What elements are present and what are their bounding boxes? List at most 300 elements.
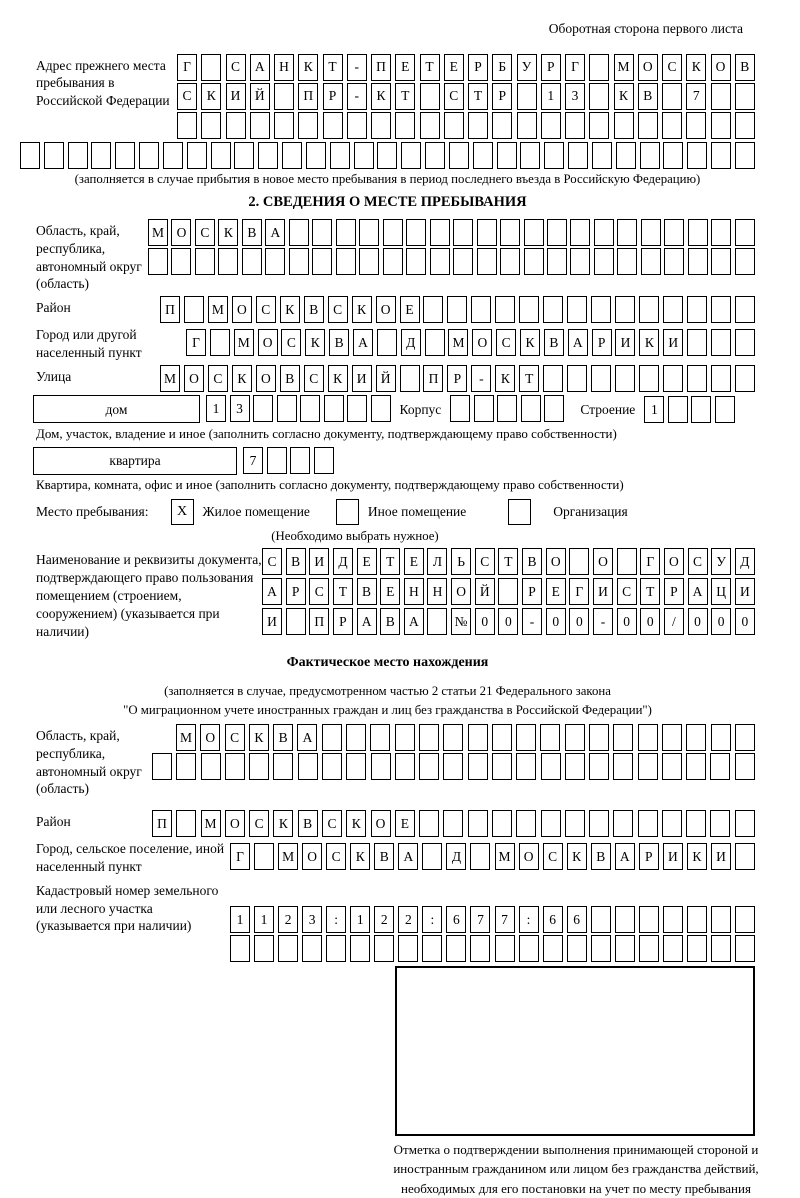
char-cell: И	[262, 608, 282, 635]
char-cell	[687, 142, 707, 169]
char-cell	[589, 112, 609, 139]
char-cell	[370, 724, 390, 751]
char-cell	[278, 935, 298, 962]
char-cell: Р	[323, 83, 343, 110]
char-cell	[687, 935, 707, 962]
char-cell	[330, 142, 350, 169]
prev-address-field	[20, 54, 755, 139]
prev-address-row-2	[177, 83, 755, 110]
char-cell	[201, 54, 221, 81]
char-cell: К	[686, 54, 706, 81]
char-cell	[568, 142, 588, 169]
char-cell	[638, 724, 658, 751]
char-cell	[735, 753, 755, 780]
char-cell	[543, 935, 563, 962]
char-cell	[686, 753, 706, 780]
char-cell: С	[304, 365, 324, 392]
char-cell: С	[226, 54, 246, 81]
char-cell: Б	[492, 54, 512, 81]
char-cell: С	[309, 578, 329, 605]
char-cell: М	[176, 724, 196, 751]
char-cell	[225, 753, 245, 780]
char-cell	[253, 395, 273, 422]
char-cell	[371, 395, 391, 422]
char-cell	[614, 112, 634, 139]
prev-address-row-3	[177, 112, 755, 139]
char-cell	[613, 753, 633, 780]
char-cell	[267, 447, 287, 474]
char-cell: 7	[495, 906, 515, 933]
char-cell: О	[376, 296, 396, 323]
char-cell	[639, 906, 659, 933]
char-cell: Д	[735, 548, 755, 575]
char-cell: 1	[541, 83, 561, 110]
char-cell	[591, 906, 611, 933]
char-cell: В	[638, 83, 658, 110]
char-cell: 7	[686, 83, 706, 110]
char-cell	[517, 83, 537, 110]
char-cell	[471, 296, 491, 323]
char-cell: М	[448, 329, 468, 356]
char-cell	[419, 724, 439, 751]
char-cell: 2	[398, 906, 418, 933]
char-cell	[470, 935, 490, 962]
char-cell	[543, 296, 563, 323]
char-cell: Г	[565, 54, 585, 81]
char-cell	[520, 142, 540, 169]
char-cell	[570, 248, 590, 275]
char-cell	[541, 810, 561, 837]
s2-gorod-label: Город или другой населенный пункт	[36, 327, 142, 361]
char-cell	[544, 395, 564, 422]
s2-ulitsa-label: Улица	[36, 368, 72, 384]
prev-address-caption: (заполняется в случае прибытия в новое место пребывания в период последнего въезда в Российскую Федерацию)	[74, 171, 701, 186]
char-cell: Е	[380, 578, 400, 605]
char-cell	[617, 248, 637, 275]
char-cell	[468, 753, 488, 780]
section2-title: 2. СВЕДЕНИЯ О МЕСТЕ ПРЕБЫВАНИЯ	[248, 194, 527, 211]
char-cell: В	[357, 578, 377, 605]
char-cell	[735, 219, 755, 246]
char-cell	[662, 112, 682, 139]
kvartira-row	[20, 447, 755, 475]
char-cell	[735, 248, 755, 275]
char-cell: Е	[395, 54, 415, 81]
char-cell: В	[544, 329, 564, 356]
char-cell	[282, 142, 302, 169]
char-cell	[176, 810, 196, 837]
char-cell: Д	[333, 548, 353, 575]
char-cell: Т	[380, 548, 400, 575]
char-cell: И	[352, 365, 372, 392]
char-cell	[450, 395, 470, 422]
char-cell: О	[664, 548, 684, 575]
actual-location-captions	[20, 682, 755, 720]
char-cell	[453, 219, 473, 246]
char-cell	[347, 395, 367, 422]
fact-gorod-row	[230, 843, 755, 870]
char-cell	[298, 753, 318, 780]
zhiloe-label: Жилое помещение	[202, 503, 310, 519]
char-cell	[544, 142, 564, 169]
char-cell	[359, 219, 379, 246]
char-cell	[314, 447, 334, 474]
char-cell	[615, 365, 635, 392]
char-cell: 1	[350, 906, 370, 933]
char-cell	[615, 296, 635, 323]
char-cell: М	[201, 810, 221, 837]
char-cell	[686, 810, 706, 837]
char-cell	[324, 395, 344, 422]
char-cell: К	[614, 83, 634, 110]
char-cell	[687, 329, 707, 356]
char-cell: И	[593, 578, 613, 605]
char-cell	[711, 329, 731, 356]
char-cell	[639, 365, 659, 392]
char-cell	[254, 843, 274, 870]
char-cell	[425, 142, 445, 169]
actual-caption-line2: "О миграционном учете иностранных граждан и лиц без гражданства в Российской Федерации")	[123, 702, 652, 717]
char-cell: К	[201, 83, 221, 110]
char-cell: 3	[230, 395, 250, 422]
char-cell: Ь	[451, 548, 471, 575]
char-cell: 6	[543, 906, 563, 933]
s2-gorod-row	[186, 329, 755, 356]
actual-location-title: Фактическое место нахождения	[286, 655, 489, 671]
char-cell: В	[329, 329, 349, 356]
char-cell	[265, 248, 285, 275]
char-cell: С	[496, 329, 516, 356]
char-cell: 0	[569, 608, 589, 635]
char-cell	[711, 906, 731, 933]
char-cell	[638, 810, 658, 837]
char-cell	[420, 83, 440, 110]
char-cell: 0	[735, 608, 755, 635]
s2-oblast-label: Область, край, республика, автономный округ (область)	[36, 223, 142, 292]
char-cell	[541, 753, 561, 780]
char-cell: С	[281, 329, 301, 356]
inoe-checkbox	[336, 499, 359, 525]
fact-raion-row	[152, 810, 755, 837]
char-cell: П	[152, 810, 172, 837]
char-cell: В	[522, 548, 542, 575]
char-cell: И	[735, 578, 755, 605]
char-cell: В	[374, 843, 394, 870]
char-cell: А	[297, 724, 317, 751]
dom-row	[20, 395, 755, 424]
char-cell	[613, 724, 633, 751]
char-cell	[547, 219, 567, 246]
char-cell	[346, 753, 366, 780]
char-cell: Т	[333, 578, 353, 605]
s2-ulitsa-field	[20, 365, 755, 392]
char-cell	[322, 753, 342, 780]
char-cell	[419, 810, 439, 837]
char-cell: В	[242, 219, 262, 246]
char-cell	[377, 142, 397, 169]
char-cell: -	[471, 365, 491, 392]
char-cell	[401, 142, 421, 169]
mesto-row	[20, 499, 755, 525]
char-cell	[449, 142, 469, 169]
char-cell	[495, 296, 515, 323]
char-cell	[312, 248, 332, 275]
char-cell: К	[687, 843, 707, 870]
char-cell	[474, 395, 494, 422]
char-cell	[477, 248, 497, 275]
org-label: Организация	[553, 503, 628, 519]
char-cell: М	[278, 843, 298, 870]
char-cell: Й	[475, 578, 495, 605]
char-cell	[371, 112, 391, 139]
kvartira-caption: Квартира, комната, офис и иное (заполнить согласно документу, подтверждающему право собственности)	[36, 476, 624, 492]
char-cell	[184, 296, 204, 323]
char-cell: С	[662, 54, 682, 81]
char-cell: 1	[230, 906, 250, 933]
korpus-cells	[450, 395, 564, 422]
char-cell	[176, 753, 196, 780]
char-cell	[615, 906, 635, 933]
char-cell	[541, 112, 561, 139]
char-cell	[492, 753, 512, 780]
char-cell	[347, 112, 367, 139]
char-cell	[711, 724, 731, 751]
char-cell: Н	[427, 578, 447, 605]
kadastr-row-2	[230, 935, 755, 962]
char-cell	[735, 142, 755, 169]
char-cell: Е	[400, 296, 420, 323]
stroenie-cells	[644, 396, 735, 423]
char-cell	[420, 112, 440, 139]
actual-caption-line1: (заполняется в случае, предусмотренном частью 2 статьи 21 Федерального закона	[164, 683, 611, 698]
char-cell	[662, 810, 682, 837]
char-cell	[289, 219, 309, 246]
zhiloe-checkbox: X	[171, 499, 194, 525]
char-cell	[589, 83, 609, 110]
char-cell	[711, 219, 731, 246]
char-cell: 2	[278, 906, 298, 933]
char-cell	[218, 248, 238, 275]
char-cell: С	[617, 578, 637, 605]
char-cell	[638, 112, 658, 139]
stroenie-label: Строение	[580, 401, 636, 417]
char-cell: А	[404, 608, 424, 635]
s2-raion-row	[160, 296, 755, 323]
char-cell: Е	[404, 548, 424, 575]
char-cell	[594, 219, 614, 246]
char-cell	[570, 219, 590, 246]
prev-address-row-4	[20, 142, 755, 169]
char-cell: А	[262, 578, 282, 605]
document-row-1	[262, 548, 755, 575]
char-cell: Р	[286, 578, 306, 605]
char-cell	[663, 365, 683, 392]
char-cell	[286, 608, 306, 635]
char-cell: Р	[522, 578, 542, 605]
char-cell: Г	[569, 578, 589, 605]
char-cell	[521, 395, 541, 422]
char-cell: С	[543, 843, 563, 870]
char-cell	[468, 724, 488, 751]
char-cell: -	[347, 83, 367, 110]
char-cell	[691, 396, 711, 423]
s2-oblast-row-1	[148, 219, 755, 246]
char-cell: 1	[644, 396, 664, 423]
char-cell: Е	[395, 810, 415, 837]
char-cell: О	[256, 365, 276, 392]
char-cell: Р	[333, 608, 353, 635]
char-cell: О	[519, 843, 539, 870]
fact-oblast-row-2	[152, 753, 755, 780]
char-cell: С	[225, 724, 245, 751]
char-cell	[735, 843, 755, 870]
char-cell: М	[148, 219, 168, 246]
char-cell: Г	[177, 54, 197, 81]
char-cell: О	[200, 724, 220, 751]
char-cell	[226, 112, 246, 139]
char-cell: Й	[250, 83, 270, 110]
char-cell	[594, 248, 614, 275]
char-cell: С	[688, 548, 708, 575]
char-cell	[516, 753, 536, 780]
char-cell	[686, 112, 706, 139]
fact-gorod-field	[20, 840, 755, 876]
char-cell: Р	[468, 54, 488, 81]
char-cell: К	[280, 296, 300, 323]
char-cell	[519, 296, 539, 323]
char-cell	[662, 753, 682, 780]
char-cell: №	[451, 608, 471, 635]
char-cell	[374, 935, 394, 962]
char-cell	[336, 219, 356, 246]
char-cell	[312, 219, 332, 246]
char-cell	[274, 83, 294, 110]
char-cell: А	[398, 843, 418, 870]
char-cell	[591, 935, 611, 962]
char-cell: 0	[498, 608, 518, 635]
char-cell: К	[328, 365, 348, 392]
char-cell: С	[322, 810, 342, 837]
char-cell: М	[495, 843, 515, 870]
char-cell: П	[160, 296, 180, 323]
char-cell	[497, 395, 517, 422]
char-cell	[201, 753, 221, 780]
char-cell: 3	[565, 83, 585, 110]
mesto-label: Место пребывания:	[36, 503, 149, 519]
char-cell: В	[735, 54, 755, 81]
char-cell: И	[711, 843, 731, 870]
char-cell	[383, 248, 403, 275]
char-cell: Р	[447, 365, 467, 392]
char-cell	[395, 724, 415, 751]
char-cell: Е	[357, 548, 377, 575]
char-cell	[498, 578, 518, 605]
char-cell	[591, 296, 611, 323]
char-cell: С	[444, 83, 464, 110]
char-cell: Р	[592, 329, 612, 356]
char-cell: О	[258, 329, 278, 356]
char-cell	[242, 248, 262, 275]
char-cell: С	[326, 843, 346, 870]
char-cell	[20, 142, 40, 169]
char-cell: Ц	[711, 578, 731, 605]
char-cell	[298, 112, 318, 139]
char-cell	[735, 724, 755, 751]
char-cell	[395, 112, 415, 139]
char-cell	[613, 810, 633, 837]
char-cell	[277, 395, 297, 422]
char-cell	[322, 724, 342, 751]
char-cell	[201, 112, 221, 139]
char-cell	[289, 248, 309, 275]
char-cell: Т	[395, 83, 415, 110]
char-cell	[115, 142, 135, 169]
stamp-caption: Отметка о подтверждении выполнения принимающей стороной и иностранным гражданином или лицом без гражданства действий, необходимых для его постановки на учет по месту пребывания	[393, 1141, 759, 1196]
char-cell: Т	[420, 54, 440, 81]
char-cell: 7	[243, 447, 263, 474]
char-cell: 0	[640, 608, 660, 635]
char-cell: Г	[230, 843, 250, 870]
char-cell: С	[475, 548, 495, 575]
dom-caption: Дом, участок, владение и иное (заполнить согласно документу, подтверждающему право собственности)	[36, 425, 617, 441]
char-cell	[447, 296, 467, 323]
document-label: Наименование и реквизиты документа, подтверждающего право пользования помещением (строением, сооружением) (указывается при наличии)	[36, 552, 262, 639]
char-cell	[615, 935, 635, 962]
char-cell	[443, 810, 463, 837]
char-cell	[44, 142, 64, 169]
char-cell	[639, 935, 659, 962]
char-cell	[427, 608, 447, 635]
char-cell: И	[309, 548, 329, 575]
fact-oblast-row-1	[176, 724, 755, 751]
char-cell: А	[265, 219, 285, 246]
char-cell	[395, 753, 415, 780]
char-cell: 0	[711, 608, 731, 635]
char-cell	[139, 142, 159, 169]
char-cell: В	[298, 810, 318, 837]
char-cell: Т	[468, 83, 488, 110]
document-row-3	[262, 608, 755, 635]
char-cell	[68, 142, 88, 169]
char-cell: А	[568, 329, 588, 356]
char-cell: -	[347, 54, 367, 81]
kadastr-field	[20, 879, 755, 962]
char-cell	[350, 935, 370, 962]
char-cell: К	[371, 83, 391, 110]
char-cell: О	[638, 54, 658, 81]
char-cell: С	[256, 296, 276, 323]
char-cell	[664, 219, 684, 246]
char-cell	[524, 248, 544, 275]
char-cell	[91, 142, 111, 169]
char-cell: Р	[664, 578, 684, 605]
char-cell	[468, 112, 488, 139]
char-cell	[148, 248, 168, 275]
stamp-section	[20, 966, 759, 1198]
char-cell	[638, 753, 658, 780]
char-cell	[336, 248, 356, 275]
char-cell	[492, 810, 512, 837]
char-cell	[589, 753, 609, 780]
char-cell: Л	[427, 548, 447, 575]
char-cell	[359, 248, 379, 275]
char-cell: И	[663, 843, 683, 870]
char-cell: К	[273, 810, 293, 837]
prev-address-row-1	[177, 54, 755, 81]
char-cell	[492, 724, 512, 751]
char-cell	[711, 935, 731, 962]
char-cell: :	[422, 906, 442, 933]
